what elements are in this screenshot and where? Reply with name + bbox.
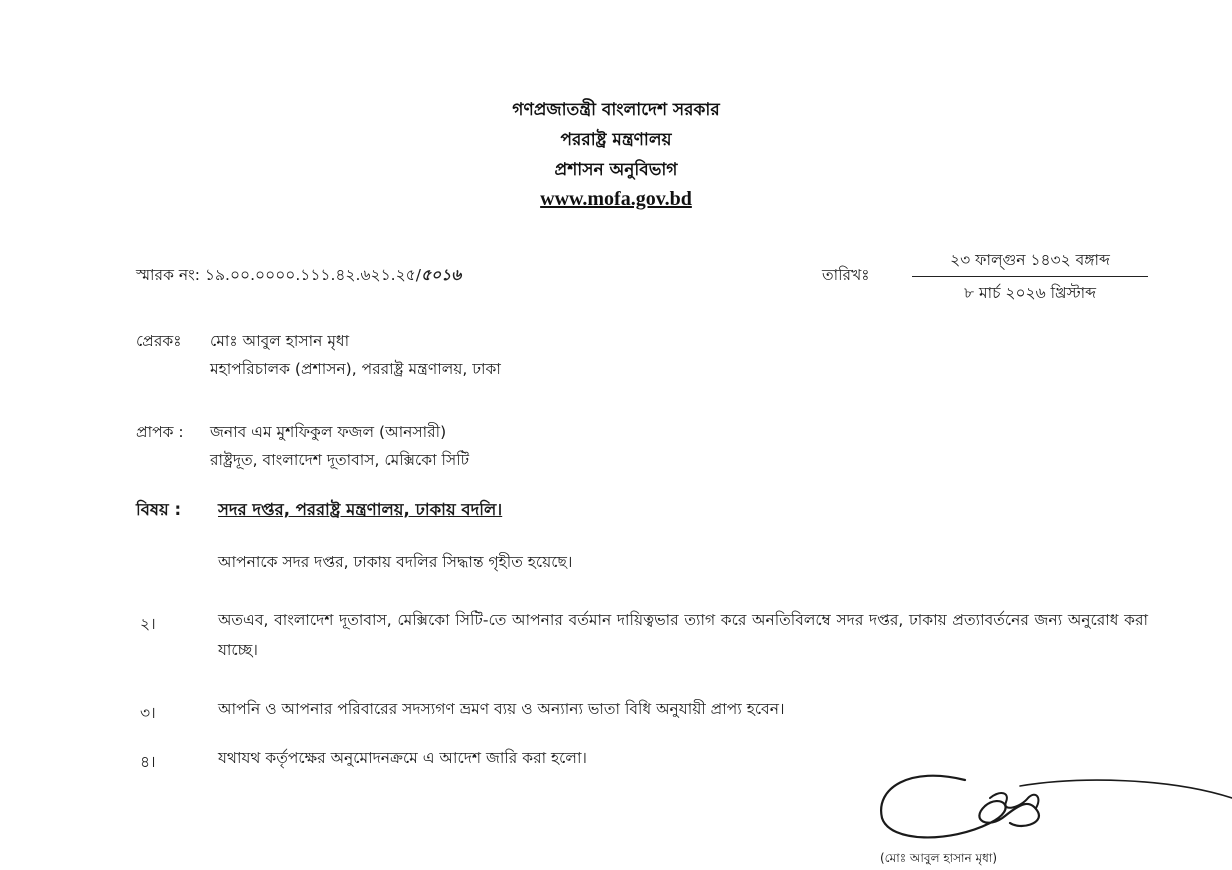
letterhead-government: গণপ্রজাতন্ত্রী বাংলাদেশ সরকার (512, 100, 720, 120)
date-gregorian: ৮ মার্চ ২০২৬ খ্রিস্টাব্দ (963, 284, 1097, 302)
paragraph-number-4: ৪। (140, 753, 156, 771)
recipient-label: প্রাপক : (136, 423, 184, 441)
subject-text: সদর দপ্তর, পররাষ্ট্র মন্ত্রণালয়, ঢাকায় বদলি। (218, 500, 503, 519)
letterhead-ministry: পররাষ্ট্র মন্ত্রণালয় (560, 130, 672, 150)
letterhead-website[interactable]: www.mofa.gov.bd (540, 188, 692, 210)
signature-caption: (মোঃ আবুল হাসান মৃধা) (880, 851, 998, 865)
memo-handwritten-number: ৫০১৬ (420, 266, 462, 284)
sender-designation: মহাপরিচালক (প্রশাসন), পররাষ্ট্র মন্ত্রণালয়, ঢাকা (210, 360, 501, 378)
memo-number (136, 263, 461, 289)
sender-name: মোঃ আবুল হাসান মৃধা (210, 332, 350, 350)
date-bengali: ২৩ ফাল্গুন ১৪৩২ বঙ্গাব্দ (912, 248, 1148, 277)
body-paragraph-1: আপনাকে সদর দপ্তর, ঢাকায় বদলির সিদ্ধান্ত গৃহীত হয়েছে। (218, 553, 573, 571)
body-paragraph-4: যথাযথ কর্তৃপক্ষের অনুমোদনক্রমে এ আদেশ জারি করা হলো। (218, 749, 587, 767)
sender-label: প্রেরকঃ (136, 332, 182, 350)
signature (870, 768, 1232, 861)
subject-label: বিষয় : (136, 500, 182, 519)
paragraph-number-3: ৩। (140, 704, 156, 722)
date-block (912, 248, 1148, 307)
body-paragraph-3: আপনি ও আপনার পরিবারের সদস্যগণ ভ্রমণ ব্যয় ও অন্যান্য ভাতা বিধি অনুযায়ী প্রাপ্য হবেন। (218, 700, 785, 718)
letterhead-division: প্রশাসন অনুবিভাগ (554, 160, 678, 180)
recipient-designation: রাষ্ট্রদূত, বাংলাদেশ দূতাবাস, মেক্সিকো সিটি (210, 451, 470, 469)
recipient-name: জনাব এম মুশফিকুল ফজল (আনসারী) (210, 423, 447, 441)
memo-prefix: স্মারক নং: ১৯.০০.০০০০.১১১.৪২.৬২১.২৫/ (136, 266, 421, 284)
body-paragraph-2: অতএব, বাংলাদেশ দূতাবাস, মেক্সিকো সিটি-তে আপনার বর্তমান দায়িত্বভার ত্যাগ করে অনতিবিলম্বে সদর দপ্তর, ঢাকায় প্রত্যাবর্তনের জন্য অনুরোধ করা যাচ্ছে। (218, 611, 1148, 659)
paragraph-number-2: ২। (140, 615, 156, 633)
date-label: তারিখঃ (822, 266, 870, 284)
